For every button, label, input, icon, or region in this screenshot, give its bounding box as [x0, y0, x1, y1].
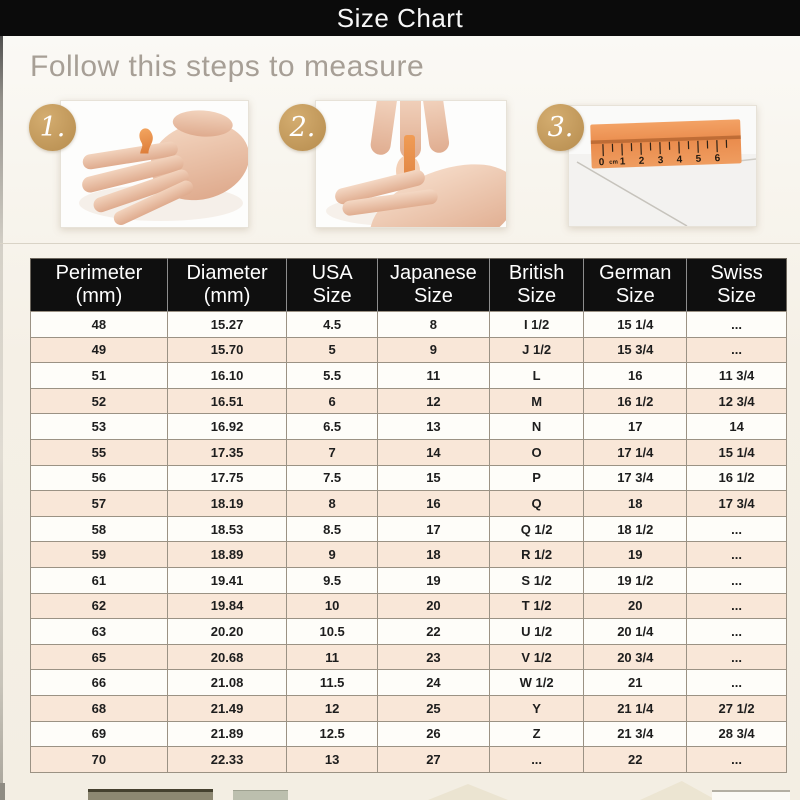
table-cell: 17.75: [167, 465, 286, 491]
table-cell: 58: [31, 516, 168, 542]
table-cell: 18.19: [167, 491, 286, 517]
table-cell: 21.49: [167, 695, 286, 721]
table-cell: 15 1/4: [584, 312, 687, 338]
step-number: 1.: [39, 112, 66, 143]
table-row: [31, 312, 787, 338]
ruler-label: 0: [598, 157, 605, 169]
table-cell: 19 1/2: [584, 567, 687, 593]
step-number-badge: [537, 104, 584, 151]
table-cell: U 1/2: [489, 619, 584, 645]
table-cell: 22: [584, 747, 687, 773]
table-cell: ...: [687, 312, 787, 338]
column-header: British Size: [489, 259, 584, 312]
ruler-label: 3: [657, 155, 664, 167]
table-cell: 11.5: [287, 670, 378, 696]
step1-photo-ribbon-on-finger: [60, 100, 249, 228]
table-cell: ...: [687, 567, 787, 593]
table-cell: ...: [687, 747, 787, 773]
table-cell: 18.53: [167, 516, 286, 542]
table-cell: 27: [377, 747, 489, 773]
table-cell: 69: [31, 721, 168, 747]
table-cell: 12: [377, 388, 489, 414]
table-cell: 17 1/4: [584, 439, 687, 465]
table-cell: 16: [377, 491, 489, 517]
table-cell: R 1/2: [489, 542, 584, 568]
table-cell: 16.92: [167, 414, 286, 440]
table-cell: 21: [584, 670, 687, 696]
step3-photo-ruler: [568, 105, 757, 227]
table-cell: 17.35: [167, 439, 286, 465]
table-cell: 8: [377, 312, 489, 338]
table-cell: ...: [687, 542, 787, 568]
table-row: [31, 721, 787, 747]
table-cell: 55: [31, 439, 168, 465]
table-cell: 16: [584, 363, 687, 389]
table-cell: Q 1/2: [489, 516, 584, 542]
table-cell: 15: [377, 465, 489, 491]
table-cell: 14: [687, 414, 787, 440]
table-row: [31, 491, 787, 517]
table-row: [31, 644, 787, 670]
cutoff-photo-edge: [88, 789, 213, 800]
table-cell: 56: [31, 465, 168, 491]
table-cell: 23: [377, 644, 489, 670]
table-cell: Q: [489, 491, 584, 517]
table-header-row: [31, 259, 787, 312]
table-cell: 20: [584, 593, 687, 619]
table-cell: 8: [287, 491, 378, 517]
table-cell: 4.5: [287, 312, 378, 338]
table-cell: 15 3/4: [584, 337, 687, 363]
step-number: 3.: [547, 112, 574, 143]
ruler-label: 6: [714, 153, 721, 165]
table-cell: M: [489, 388, 584, 414]
table-cell: 10.5: [287, 619, 378, 645]
table-row: [31, 414, 787, 440]
table-cell: 20.20: [167, 619, 286, 645]
step-number-badge: [279, 104, 326, 151]
table-cell: 61: [31, 567, 168, 593]
table-cell: 16 1/2: [687, 465, 787, 491]
cutoff-shape: [0, 783, 5, 800]
steps-heading: Follow this steps to measure: [30, 50, 425, 83]
table-cell: T 1/2: [489, 593, 584, 619]
table-cell: ...: [489, 747, 584, 773]
table-cell: ...: [687, 337, 787, 363]
table-cell: 9: [287, 542, 378, 568]
table-cell: 8.5: [287, 516, 378, 542]
table-row: [31, 747, 787, 773]
table-cell: 12.5: [287, 721, 378, 747]
table-cell: 49: [31, 337, 168, 363]
ruler-label: 2: [638, 155, 645, 167]
cutoff-shape: [428, 784, 508, 800]
column-header: German Size: [584, 259, 687, 312]
table-cell: 19: [377, 567, 489, 593]
ring-size-conversion-table: [30, 258, 787, 773]
table-cell: 9.5: [287, 567, 378, 593]
table-cell: 21 3/4: [584, 721, 687, 747]
column-header: Perimeter (mm): [31, 259, 168, 312]
table-cell: 9: [377, 337, 489, 363]
step-number: 2.: [289, 112, 316, 143]
table-cell: 18: [584, 491, 687, 517]
ruler-label: cm: [609, 159, 618, 166]
table-cell: 16 1/2: [584, 388, 687, 414]
page-title: Size Chart: [336, 2, 464, 33]
table-cell: 7: [287, 439, 378, 465]
table-cell: Z: [489, 721, 584, 747]
table-cell: 7.5: [287, 465, 378, 491]
title-bar: [0, 0, 800, 36]
table-header: [31, 259, 787, 312]
table-cell: V 1/2: [489, 644, 584, 670]
ruler-illustration: [569, 106, 756, 226]
ruler-label: 4: [676, 154, 683, 166]
table-cell: W 1/2: [489, 670, 584, 696]
table-cell: ...: [687, 516, 787, 542]
table-cell: 53: [31, 414, 168, 440]
table-cell: 15.70: [167, 337, 286, 363]
table-cell: 13: [287, 747, 378, 773]
hand-ribbon-illustration: [61, 101, 248, 227]
table-cell: 17 3/4: [687, 491, 787, 517]
table-cell: 20 3/4: [584, 644, 687, 670]
table-cell: N: [489, 414, 584, 440]
table-cell: 17 3/4: [584, 465, 687, 491]
table-cell: ...: [687, 619, 787, 645]
table-cell: 11 3/4: [687, 363, 787, 389]
table-cell: 12: [287, 695, 378, 721]
table-row: [31, 465, 787, 491]
table-cell: 16.51: [167, 388, 286, 414]
table-cell: 11: [287, 644, 378, 670]
table-cell: S 1/2: [489, 567, 584, 593]
table-row: [31, 619, 787, 645]
table-cell: 27 1/2: [687, 695, 787, 721]
table-cell: 19.41: [167, 567, 286, 593]
table-cell: 24: [377, 670, 489, 696]
table-cell: 25: [377, 695, 489, 721]
table-row: [31, 363, 787, 389]
table-cell: 5: [287, 337, 378, 363]
orange-ruler-strip: [590, 119, 741, 168]
table-cell: 51: [31, 363, 168, 389]
size-table-body: [31, 312, 787, 773]
cutoff-shape: [640, 781, 716, 800]
table-cell: 20.68: [167, 644, 286, 670]
table-cell: 20 1/4: [584, 619, 687, 645]
table-cell: 68: [31, 695, 168, 721]
table-cell: 63: [31, 619, 168, 645]
table-cell: 13: [377, 414, 489, 440]
table-cell: 6: [287, 388, 378, 414]
table-row: [31, 516, 787, 542]
table-cell: 70: [31, 747, 168, 773]
table-cell: 14: [377, 439, 489, 465]
section-divider: [0, 243, 800, 244]
table-cell: 66: [31, 670, 168, 696]
table-cell: ...: [687, 644, 787, 670]
table-row: [31, 695, 787, 721]
table-cell: 52: [31, 388, 168, 414]
table-cell: 15.27: [167, 312, 286, 338]
table-cell: 12 3/4: [687, 388, 787, 414]
column-header: Japanese Size: [377, 259, 489, 312]
table-cell: 22.33: [167, 747, 286, 773]
table-cell: 11: [377, 363, 489, 389]
table-cell: 62: [31, 593, 168, 619]
table-cell: 16.10: [167, 363, 286, 389]
table-row: [31, 388, 787, 414]
step2-photo-pinch-ribbon: [315, 100, 507, 228]
column-header: Swiss Size: [687, 259, 787, 312]
table-cell: 19.84: [167, 593, 286, 619]
table-cell: 18: [377, 542, 489, 568]
table-row: [31, 337, 787, 363]
table-cell: 28 3/4: [687, 721, 787, 747]
table-row: [31, 670, 787, 696]
table-cell: 17: [377, 516, 489, 542]
table-cell: 17: [584, 414, 687, 440]
table-cell: J 1/2: [489, 337, 584, 363]
table-cell: P: [489, 465, 584, 491]
table-cell: 20: [377, 593, 489, 619]
pinch-ribbon-illustration: [316, 101, 506, 227]
table-cell: Y: [489, 695, 584, 721]
table-cell: 18.89: [167, 542, 286, 568]
table-cell: L: [489, 363, 584, 389]
table-cell: ...: [687, 670, 787, 696]
column-header: USA Size: [287, 259, 378, 312]
table-cell: 65: [31, 644, 168, 670]
ruler-label: 5: [695, 153, 702, 165]
table-cell: 5.5: [287, 363, 378, 389]
cutoff-shape: [712, 790, 790, 800]
table-cell: 57: [31, 491, 168, 517]
step-number-badge: [29, 104, 76, 151]
table-cell: 21.08: [167, 670, 286, 696]
table-cell: 18 1/2: [584, 516, 687, 542]
table-cell: 21.89: [167, 721, 286, 747]
table-row: [31, 593, 787, 619]
table-row: [31, 542, 787, 568]
table-cell: O: [489, 439, 584, 465]
table-cell: 21 1/4: [584, 695, 687, 721]
cutoff-photo-edge: [233, 790, 288, 800]
column-header: Diameter (mm): [167, 259, 286, 312]
table-cell: 26: [377, 721, 489, 747]
table-cell: 48: [31, 312, 168, 338]
table-cell: I 1/2: [489, 312, 584, 338]
table-cell: 19: [584, 542, 687, 568]
table-cell: 22: [377, 619, 489, 645]
table-cell: ...: [687, 593, 787, 619]
table-cell: 10: [287, 593, 378, 619]
table-row: [31, 567, 787, 593]
ruler-label: 1: [619, 156, 626, 168]
page-edge-shadow: [0, 36, 3, 800]
table-row: [31, 439, 787, 465]
table-cell: 15 1/4: [687, 439, 787, 465]
table-cell: 6.5: [287, 414, 378, 440]
table-cell: 59: [31, 542, 168, 568]
